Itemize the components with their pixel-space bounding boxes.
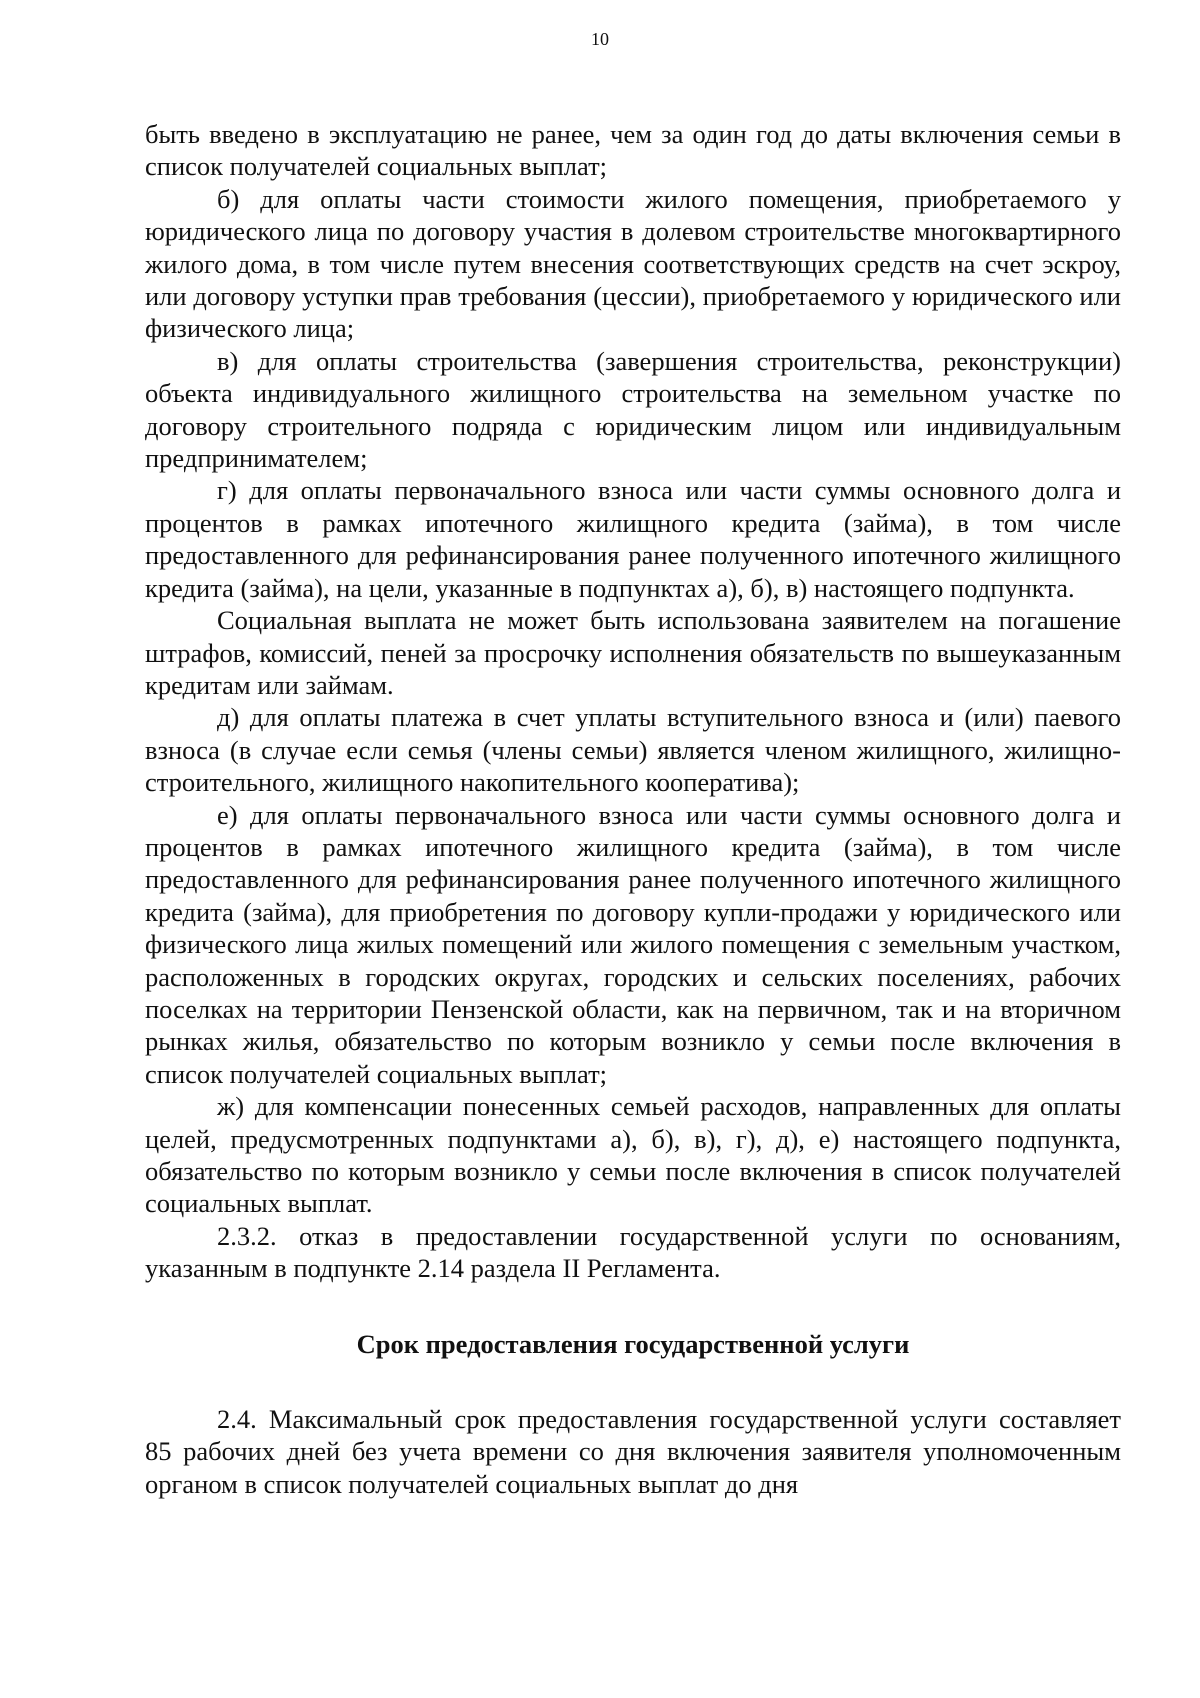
paragraph-2-4: 2.4. Максимальный срок предоставления государственной услуги составляет 85 рабочих дней без учета времени со дня включения заявителя уполномоченным органом в список получателей социальных выплат до дня — [145, 1404, 1121, 1499]
paragraph-item-zh: ж) для компенсации понесенных семьей расходов, направленных для оплаты целей, предусмотренных подпунктами а), б), в), г), д), е) настоящего подпункта, обязательство по которым возникло у семьи после включения в список получателей социальных выплат. — [145, 1091, 1121, 1219]
paragraph-item-e: е) для оплаты первоначального взноса или части суммы основного долга и процентов в рамках ипотечного жилищного кредита (займа), в том числе предоставленного для рефинансирования ранее полученного ипотечного жилищного кредита (займа), для приобретения по договору купли-продажи у юридического или физического лица жилых помещений или жилого помещения с земельным участком, расположенных в городских округах, городских и сельских поселениях, рабочих поселках на территории Пензенской области, как на первичном, так и на вторичном рынках жилья, обязательство по которым возникло у семьи после включения в список получателей социальных выплат; — [145, 799, 1121, 1089]
paragraph-item-g: г) для оплаты первоначального взноса или части суммы основного долга и процентов в рамках ипотечного жилищного кредита (займа), в том числе предоставленного для рефинансирования ранее полученного ипотечного жилищного кредита (займа), на цели, указанные в подпунктах а), б), в) настоящего подпункта. — [145, 475, 1121, 603]
section-heading: Срок предоставления государственной услуги — [356, 1328, 910, 1359]
paragraph-item-v: в) для оплаты строительства (завершения строительства, реконструкции) объекта индивидуального жилищного строительства на земельном участке по договору строительного подряда с юридическим лицом или индивидуальным предпринимателем; — [145, 345, 1121, 474]
paragraph-2-3-2: 2.3.2. отказ в предоставлении государственной услуги по основаниям, указанным в подпункте 2.14 раздела II Регламента. — [145, 1220, 1121, 1284]
paragraph-item-d: д) для оплаты платежа в счет уплаты вступительного взноса и (или) паевого взноса (в случае если семья (члены семьи) является членом жилищного, жилищно-строительного, жилищного накопительного кооператива); — [145, 702, 1121, 798]
page-number: 10 — [591, 29, 609, 49]
paragraph-item-b: б) для оплаты части стоимости жилого помещения, приобретаемого у юридического лица по договору участия в долевом строительстве многоквартирного жилого дома, в том числе путем внесения соответствующих средств на счет эскроу, или договору уступки прав требования (цессии), приобретаемого у юридического или физического лица; — [145, 183, 1121, 344]
document-body — [145, 118, 1121, 1500]
paragraph-continuation: быть введено в эксплуатацию не ранее, чем за один год до даты включения семьи в список получателей социальных выплат; — [145, 119, 1121, 182]
paragraph-social-payment-note: Социальная выплата не может быть использована заявителем на погашение штрафов, комиссий, пеней за просрочку исполнения обязательств по вышеуказанным кредитам или займам. — [145, 605, 1121, 700]
